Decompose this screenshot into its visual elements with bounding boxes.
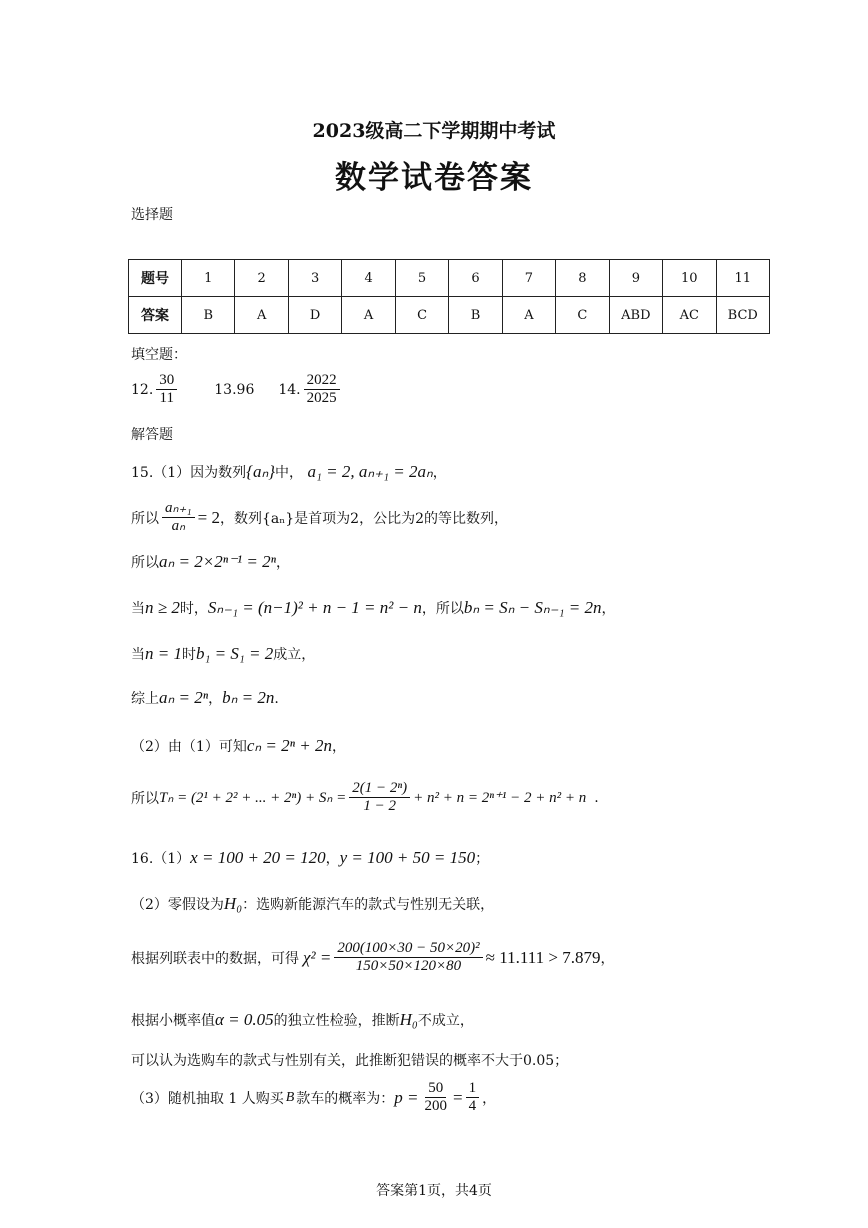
q15-l4-math2: bₙ = Sₙ − Sₙ₋₁ = 2n [463, 598, 602, 617]
q16-line-2 [131, 894, 494, 914]
q16-prob-denominator-1: 200 [424, 1098, 448, 1115]
answer-cell: A [235, 297, 288, 334]
row-label-answer: 答案 [129, 297, 182, 334]
q15-l8-end: . [594, 789, 599, 806]
q15-sum-denominator: 1 − 2 [363, 798, 396, 815]
q13-answer: 13.96 [214, 381, 255, 398]
q16-l1-math2: y = 100 + 50 = 150 [339, 848, 476, 867]
q15-l5-end: 成立， [273, 647, 316, 663]
q16-l3-text: 根据列联表中的数据，可得 [131, 950, 299, 967]
answer-cell: B [182, 297, 235, 334]
q16-l3-end: ， [600, 950, 615, 967]
q15-l1-math: a₁ = 2, aₙ₊₁ = 2aₙ [307, 462, 433, 481]
q16-l4-mid: 的独立性检验，推断 [273, 1013, 400, 1029]
q16-l4-end: 不成立， [417, 1013, 474, 1029]
q16-line-5: 可以认为选购车的款式与性别有关，此推断犯错误的概率不大于0.05； [131, 1053, 569, 1069]
answer-cell: AC [663, 297, 716, 334]
q16-prob-numerator-2: 1 [466, 1080, 480, 1098]
q15-l4-text: 当 [131, 601, 145, 617]
q15-line-3 [131, 552, 290, 572]
question-number-cell: 3 [288, 260, 341, 297]
q16-chi-square-symbol: χ² = [303, 947, 332, 967]
answer-cell: BCD [716, 297, 769, 334]
section-solution-heading: 解答题 [131, 427, 173, 443]
q14-denominator: 2025 [306, 390, 337, 407]
q15-l4-cond: n ≥ 2 [145, 598, 180, 617]
q16-l4-math: α = 0.05 [215, 1010, 274, 1029]
q16-l1-mid: ， [325, 851, 340, 867]
section-fill-heading: 填空题： [131, 347, 187, 363]
question-number-row [129, 260, 770, 297]
q15-l2-text: 所以 [131, 510, 159, 527]
fill-answers-line [131, 372, 343, 408]
question-number-cell: 1 [182, 260, 235, 297]
question-number-cell: 7 [502, 260, 555, 297]
answer-cell: C [556, 297, 609, 334]
answer-row [129, 297, 770, 334]
q15-line-2 [131, 500, 508, 536]
q15-l2-statement: ，数列{aₙ}是首项为2，公比为2的等比数列， [219, 510, 508, 527]
q15-l4-mid2: ，所以 [421, 601, 464, 617]
answer-table [128, 259, 770, 334]
q15-l5-mid: 时 [181, 647, 196, 663]
section-choice-heading: 选择题 [131, 207, 173, 223]
q16-prob-denominator-2: 4 [468, 1098, 477, 1115]
q15-ratio-denominator: aₙ [171, 518, 186, 535]
q16-chi-numerator: 200(100×30 − 50×20)² [334, 940, 482, 958]
q16-probability-fraction-2 [466, 1080, 480, 1116]
answer-cell: B [449, 297, 502, 334]
q15-l5-math: b₁ = S₁ = 2 [195, 644, 274, 663]
q16-l1-text: 16.（1） [131, 851, 191, 867]
q15-sum-numerator: 2(1 − 2ⁿ) [349, 780, 410, 798]
q16-chi-value: ≈ 11.111 > 7.879 [485, 947, 601, 967]
q16-probability-fraction-1 [422, 1080, 451, 1116]
q15-line-4 [131, 598, 615, 618]
q15-line-6 [131, 688, 279, 708]
q15-l1-seq: {aₙ} [246, 462, 276, 481]
exam-title: 2023级高二下学期期中考试 [312, 120, 556, 142]
q15-l3-math: aₙ = 2×2ⁿ⁻¹ = 2ⁿ [159, 552, 276, 571]
q15-l1-mid: 中， [275, 465, 304, 481]
q15-l3-text: 所以 [131, 555, 159, 571]
q16-l6-eq: = [453, 1087, 463, 1107]
q16-l4-math2: H₀ [399, 1010, 418, 1029]
q12-numerator: 30 [156, 372, 177, 390]
q16-line-6 [131, 1080, 496, 1116]
q12-denominator: 11 [159, 390, 174, 407]
q16-l6-b: B [285, 1089, 295, 1105]
q16-l6-end: ， [482, 1090, 497, 1107]
q14-numerator: 2022 [304, 372, 340, 390]
q15-l5-text: 当 [131, 647, 145, 663]
question-number-cell: 6 [449, 260, 502, 297]
question-number-cell: 11 [716, 260, 769, 297]
paper-title: 数学试卷答案 [335, 160, 533, 196]
answer-cell: C [395, 297, 448, 334]
answer-cell: A [342, 297, 395, 334]
q16-chi-square-fraction [334, 940, 482, 976]
q16-l2-text: （2）零假设为 [131, 897, 224, 913]
q15-l8-math2: + n² + n = 2ⁿ⁺¹ − 2 + n² + n [413, 790, 587, 807]
q16-l6-p: p = [394, 1087, 419, 1107]
q16-l6-mid: 款车的概率为： [296, 1090, 395, 1107]
q15-line-8 [131, 780, 599, 816]
q15-line-7 [131, 736, 346, 756]
question-number-cell: 9 [609, 260, 662, 297]
question-number-cell: 4 [342, 260, 395, 297]
answer-cell: D [288, 297, 341, 334]
q16-l2-statement: ：选购新能源汽车的款式与性别无关联， [242, 897, 495, 913]
q16-chi-denominator: 150×50×120×80 [355, 958, 462, 975]
q15-l6-end: . [274, 691, 279, 707]
q15-line-1 [131, 462, 447, 482]
q16-l4-text: 根据小概率值 [131, 1013, 215, 1029]
q12-label: 12. [131, 381, 154, 398]
page-footer: 答案第1页，共4页 [376, 1183, 492, 1199]
question-number-cell: 10 [663, 260, 716, 297]
q15-l4-end: ， [601, 601, 616, 617]
answer-cell: A [502, 297, 555, 334]
q15-l7-text: （2）由（1）可知 [131, 739, 247, 755]
q15-l8-math1: Tₙ = (2¹ + 2² + ... + 2ⁿ) + Sₙ = [159, 790, 347, 807]
question-number-cell: 5 [395, 260, 448, 297]
q15-l1-text: 15.（1）因为数列 [131, 465, 247, 481]
q12-fraction [156, 372, 177, 408]
q16-line-3 [131, 940, 614, 976]
q15-line-5 [131, 644, 315, 664]
row-label-question: 题号 [129, 260, 182, 297]
q16-line-4 [131, 1010, 474, 1030]
q15-l6-mid: ， [208, 691, 223, 707]
q14-label: 14. [278, 381, 301, 398]
q15-l7-end: ， [331, 739, 346, 755]
q16-l6-text: （3）随机抽取 1 人购买 [131, 1090, 284, 1107]
q15-l3-end: ， [275, 555, 290, 571]
q15-l2-eq: = 2 [197, 507, 220, 527]
q15-l8-text: 所以 [131, 790, 159, 807]
q16-l2-math: H₀ [223, 894, 243, 913]
q16-l1-end: ； [475, 851, 490, 867]
q16-prob-numerator-1: 50 [425, 1080, 446, 1098]
question-number-cell: 2 [235, 260, 288, 297]
q15-l6-math2: bₙ = 2n [222, 688, 275, 707]
q15-l4-math: Sₙ₋₁ = (n−1)² + n − 1 = n² − n [207, 598, 422, 617]
q14-fraction [304, 372, 340, 408]
q15-l5-cond: n = 1 [145, 644, 182, 663]
q16-l1-math: x = 100 + 20 = 120 [190, 848, 326, 867]
q15-ratio-numerator: aₙ₊₁ [162, 500, 195, 518]
q15-l1-end: ， [432, 465, 447, 481]
q16-line-1 [131, 848, 489, 868]
q15-l6-text: 综上 [131, 691, 159, 707]
q15-l4-mid: 时， [179, 601, 208, 617]
answer-cell: ABD [609, 297, 662, 334]
q15-ratio-fraction [162, 500, 195, 536]
question-number-cell: 8 [556, 260, 609, 297]
q15-l7-math: cₙ = 2ⁿ + 2n [246, 736, 332, 755]
q15-l6-math1: aₙ = 2ⁿ [159, 688, 209, 707]
q15-sum-fraction [349, 780, 410, 816]
